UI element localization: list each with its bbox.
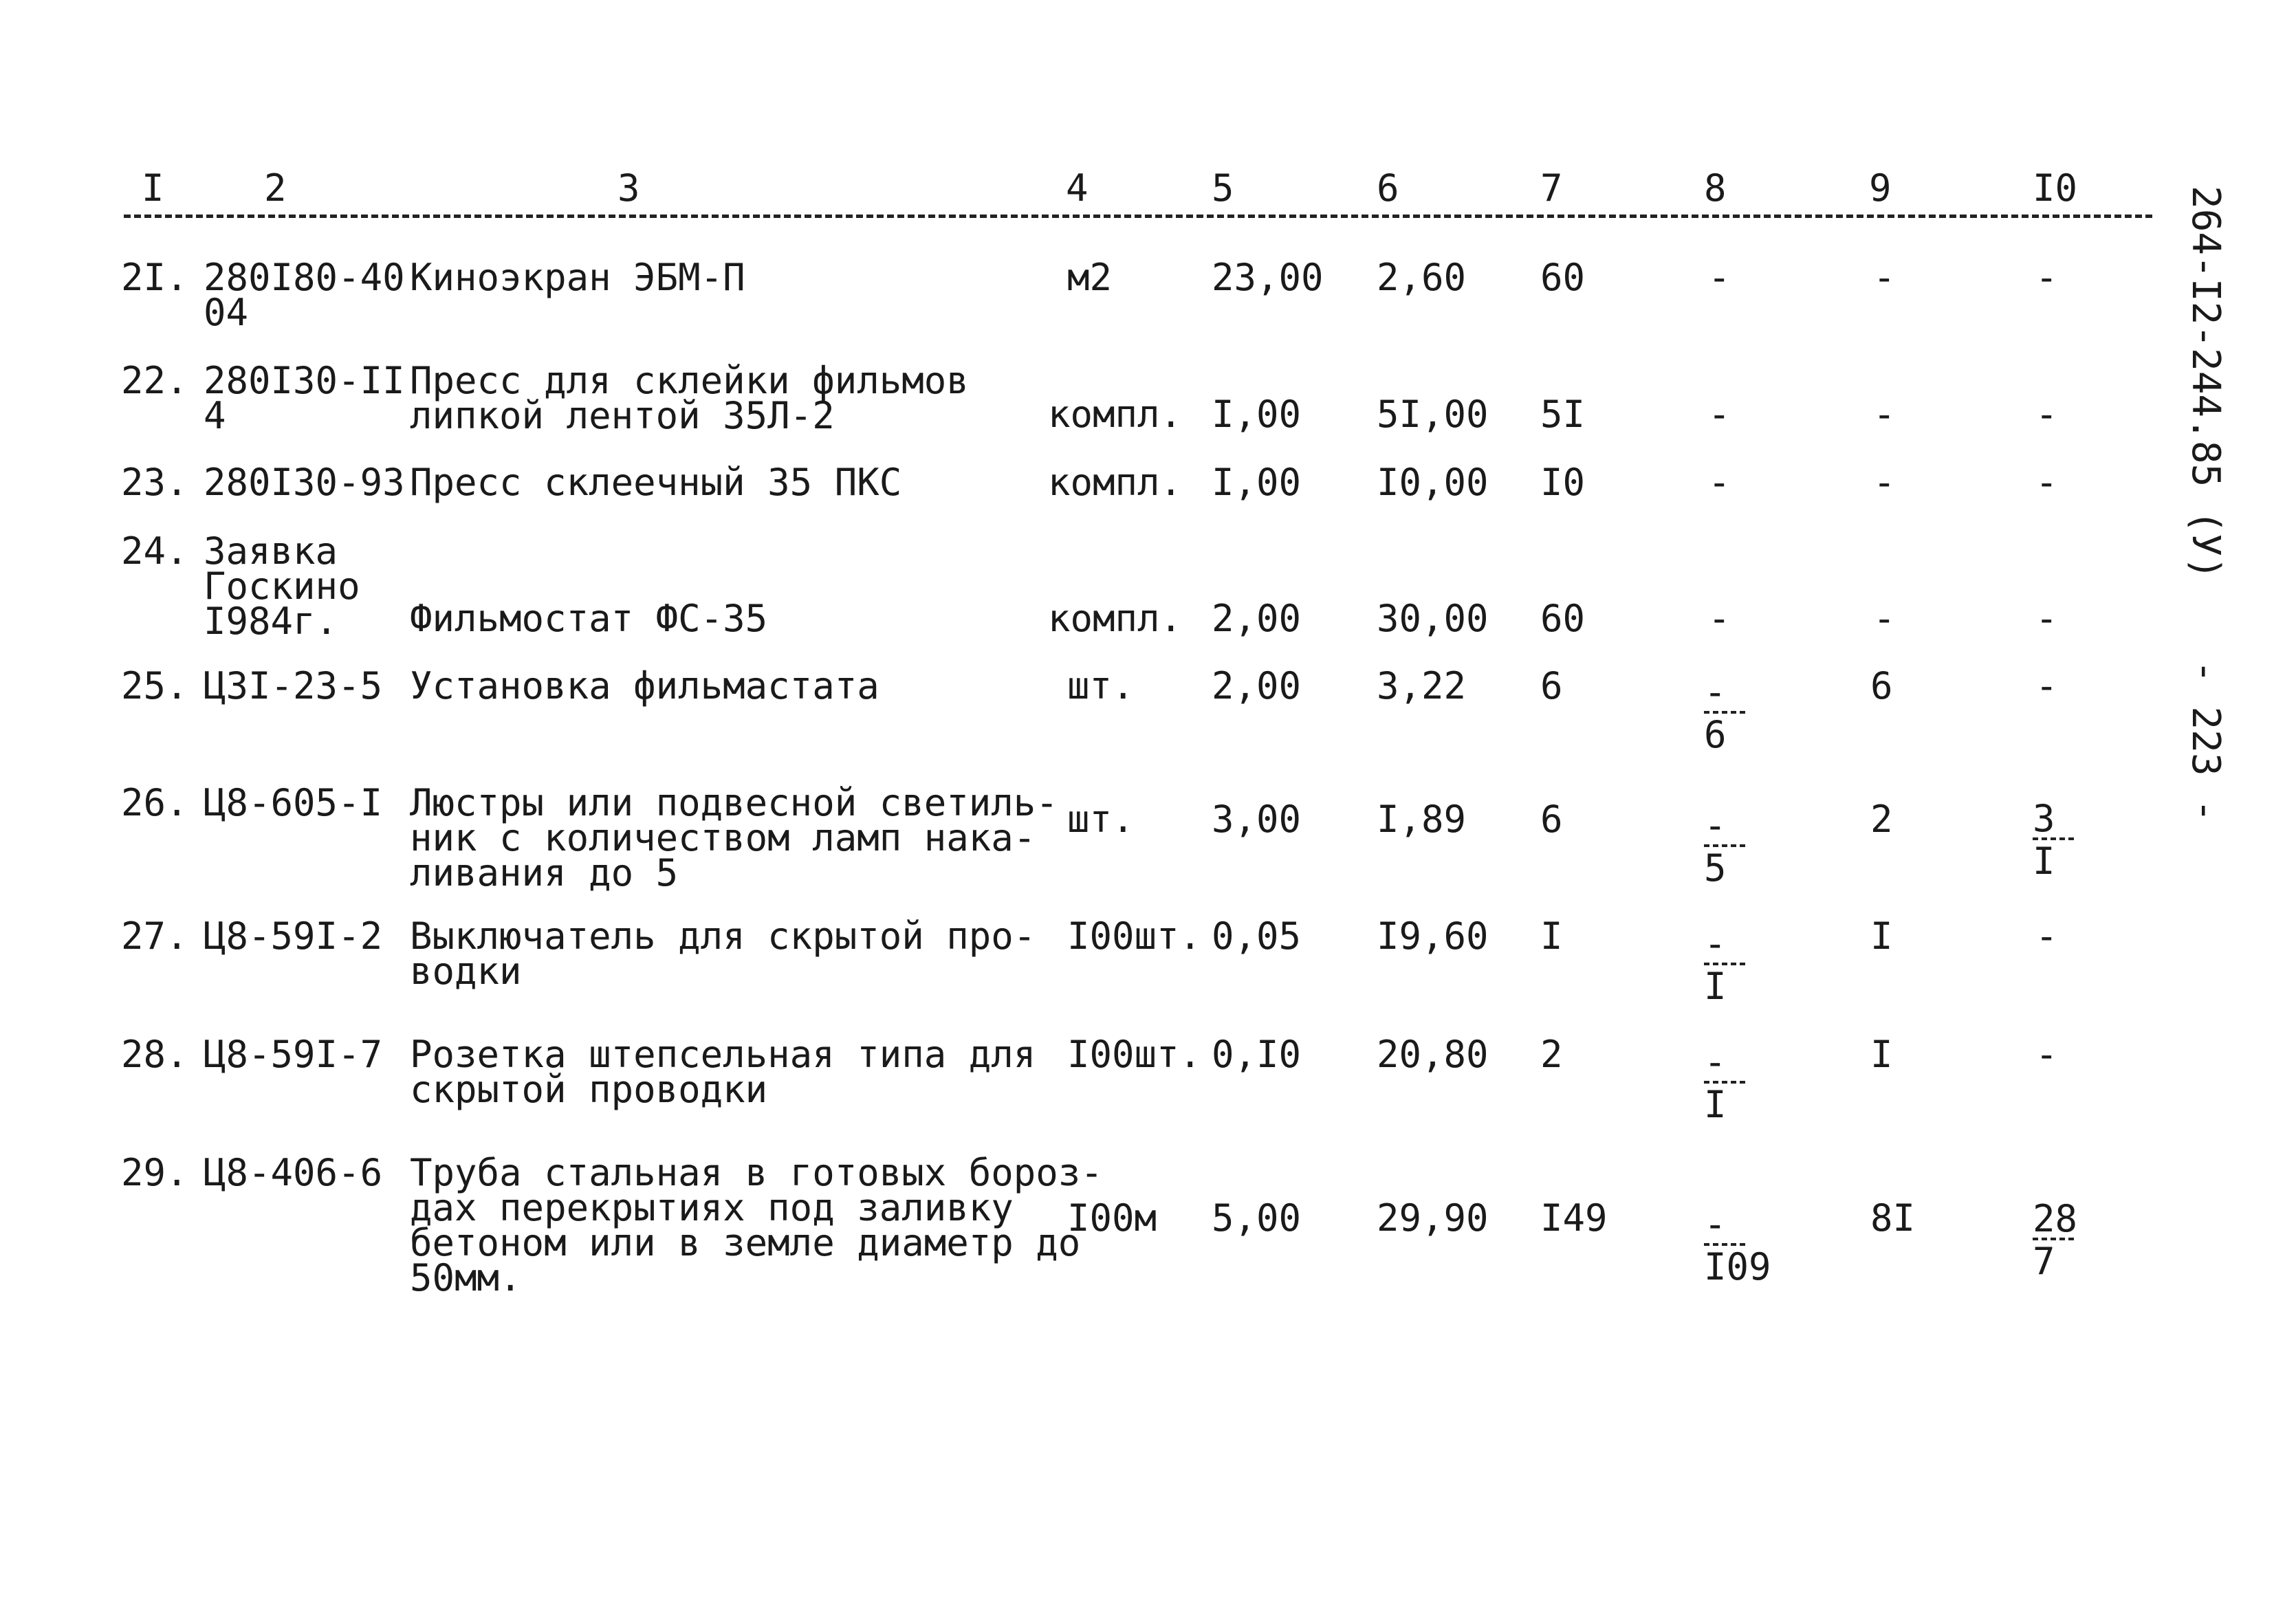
header-col-1: I bbox=[142, 166, 164, 210]
row-total: 2 bbox=[1540, 1033, 1563, 1076]
row-col10: - bbox=[2035, 1033, 2058, 1076]
row-code: 280I80-40 04 bbox=[204, 256, 405, 334]
header-col-3: 3 bbox=[617, 166, 640, 210]
row-col10-fraction bbox=[2033, 1197, 2088, 1283]
row-name: Выключатель для скрытой про- водки bbox=[410, 914, 1036, 993]
row-col8: - bbox=[1708, 597, 1731, 640]
row-weight: 3,22 bbox=[1377, 664, 1467, 707]
row-code: 280I30-93 bbox=[204, 461, 405, 504]
row-name: Киноэкран ЭБМ-П bbox=[410, 256, 745, 299]
row-name: Установка фильмастата bbox=[410, 664, 879, 707]
row-col9: I bbox=[1870, 914, 1893, 958]
row-col8: - bbox=[1708, 256, 1731, 299]
row-col8: - bbox=[1708, 393, 1731, 436]
row-qty: 0,I0 bbox=[1212, 1033, 1302, 1076]
row-qty: 0,05 bbox=[1212, 914, 1302, 958]
row-unit: I00м bbox=[1067, 1196, 1157, 1240]
header-col-8: 8 bbox=[1704, 166, 1727, 210]
row-qty: I,00 bbox=[1212, 461, 1302, 504]
fraction-numerator: - bbox=[1704, 922, 1727, 965]
fraction-denominator: I bbox=[1704, 1083, 1727, 1126]
header-col-5: 5 bbox=[1212, 166, 1234, 210]
row-col9: - bbox=[1873, 256, 1896, 299]
row-total: 6 bbox=[1540, 664, 1563, 707]
row-col10-fraction bbox=[2033, 797, 2088, 883]
row-number: 27. bbox=[121, 914, 188, 958]
row-col10: - bbox=[2035, 597, 2058, 640]
header-divider bbox=[124, 215, 2152, 218]
row-qty: 2,00 bbox=[1212, 597, 1302, 640]
header-col-2: 2 bbox=[264, 166, 287, 210]
row-total: I bbox=[1540, 914, 1563, 958]
row-col9: I bbox=[1870, 1033, 1893, 1076]
fraction-numerator: - bbox=[1704, 1203, 1727, 1246]
row-unit: компл. bbox=[1048, 393, 1183, 436]
row-col10: - bbox=[2035, 256, 2058, 299]
header-col-6: 6 bbox=[1377, 166, 1399, 210]
row-col9: 8I bbox=[1870, 1196, 1916, 1240]
row-col9: - bbox=[1873, 461, 1896, 504]
row-total: 60 bbox=[1540, 256, 1586, 299]
row-name: Пресс для склейки фильмов липкой лентой 35Л-2 bbox=[410, 359, 969, 437]
row-col9: - bbox=[1873, 597, 1896, 640]
row-number: 28. bbox=[121, 1033, 188, 1076]
header-col-7: 7 bbox=[1540, 166, 1563, 210]
fraction-denominator: 5 bbox=[1704, 846, 1727, 890]
row-total: 6 bbox=[1540, 798, 1563, 841]
fraction-denominator: I09 bbox=[1704, 1245, 1771, 1288]
row-name: Розетка штепсельная типа для скрытой проводки bbox=[410, 1033, 1036, 1111]
row-code: Ц8-605-I bbox=[204, 781, 383, 824]
row-code: Ц8-406-6 bbox=[204, 1151, 383, 1194]
row-name: Фильмостат ФС-35 bbox=[410, 597, 768, 640]
row-unit: I00шт. bbox=[1067, 914, 1202, 958]
row-total: 60 bbox=[1540, 597, 1586, 640]
row-col10: - bbox=[2035, 914, 2058, 958]
row-weight: I0,00 bbox=[1377, 461, 1489, 504]
row-weight: I9,60 bbox=[1377, 914, 1489, 958]
row-col8-fraction bbox=[1704, 922, 1759, 1008]
row-col10: - bbox=[2035, 664, 2058, 707]
row-name: Труба стальная в готовых бороз- дах перекрытиях под заливку бетоном или в земле диаметр до 50мм. bbox=[410, 1151, 1103, 1299]
row-total: I0 bbox=[1540, 461, 1586, 504]
row-col8-fraction bbox=[1704, 670, 1759, 756]
row-unit: шт. bbox=[1067, 664, 1135, 707]
row-number: 22. bbox=[121, 359, 188, 402]
row-col8-fraction bbox=[1704, 1040, 1759, 1126]
fraction-numerator: - bbox=[1704, 1040, 1727, 1084]
document-code-label: 264-I2-244.85 (У) bbox=[2183, 186, 2228, 580]
row-weight: 5I,00 bbox=[1377, 393, 1489, 436]
fraction-numerator: 28 bbox=[2033, 1197, 2078, 1240]
row-number: 2I. bbox=[121, 256, 188, 299]
row-col9: 6 bbox=[1870, 664, 1893, 707]
page-number-label: - 223 - bbox=[2183, 660, 2228, 823]
row-qty: 23,00 bbox=[1212, 256, 1324, 299]
row-code: Ц8-59I-7 bbox=[204, 1033, 383, 1076]
row-total: 5I bbox=[1540, 393, 1586, 436]
row-unit: шт. bbox=[1067, 798, 1135, 841]
fraction-denominator: I bbox=[2033, 840, 2055, 883]
header-col-4: 4 bbox=[1066, 166, 1089, 210]
row-code: Заявка Госкино I984г. bbox=[204, 529, 360, 643]
fraction-numerator: - bbox=[1704, 804, 1727, 847]
row-number: 29. bbox=[121, 1151, 188, 1194]
fraction-denominator: 6 bbox=[1704, 713, 1727, 756]
row-col8-fraction bbox=[1704, 804, 1759, 890]
row-weight: 2,60 bbox=[1377, 256, 1467, 299]
row-unit: м2 bbox=[1067, 256, 1113, 299]
header-col-10: I0 bbox=[2033, 166, 2078, 210]
row-code: Ц8-59I-2 bbox=[204, 914, 383, 958]
fraction-denominator: 7 bbox=[2033, 1240, 2055, 1283]
row-name: Пресс склеечный 35 ПКС bbox=[410, 461, 902, 504]
row-weight: 20,80 bbox=[1377, 1033, 1489, 1076]
row-number: 25. bbox=[121, 664, 188, 707]
row-qty: 2,00 bbox=[1212, 664, 1302, 707]
fraction-numerator: 3 bbox=[2033, 797, 2055, 840]
row-code: Ц3I-23-5 bbox=[204, 664, 383, 707]
row-col9: 2 bbox=[1870, 798, 1893, 841]
row-qty: 5,00 bbox=[1212, 1196, 1302, 1240]
row-number: 26. bbox=[121, 781, 188, 824]
fraction-numerator: - bbox=[1704, 670, 1727, 714]
row-unit: компл. bbox=[1048, 461, 1183, 504]
row-number: 23. bbox=[121, 461, 188, 504]
row-col10: - bbox=[2035, 393, 2058, 436]
row-total: I49 bbox=[1540, 1196, 1608, 1240]
row-number: 24. bbox=[121, 529, 188, 573]
row-unit: компл. bbox=[1048, 597, 1183, 640]
row-col10: - bbox=[2035, 461, 2058, 504]
row-weight: 29,90 bbox=[1377, 1196, 1489, 1240]
header-col-9: 9 bbox=[1869, 166, 1892, 210]
row-name: Люстры или подвесной светиль- ник с количеством ламп нака- ливания до 5 bbox=[410, 781, 1058, 895]
fraction-denominator: I bbox=[1704, 965, 1727, 1008]
row-code: 280I30-II 4 bbox=[204, 359, 405, 437]
row-unit: I00шт. bbox=[1067, 1033, 1202, 1076]
row-col8: - bbox=[1708, 461, 1731, 504]
row-qty: 3,00 bbox=[1212, 798, 1302, 841]
row-qty: I,00 bbox=[1212, 393, 1302, 436]
row-weight: 30,00 bbox=[1377, 597, 1489, 640]
row-col8-fraction bbox=[1704, 1203, 1771, 1288]
row-col9: - bbox=[1873, 393, 1896, 436]
row-weight: I,89 bbox=[1377, 798, 1467, 841]
